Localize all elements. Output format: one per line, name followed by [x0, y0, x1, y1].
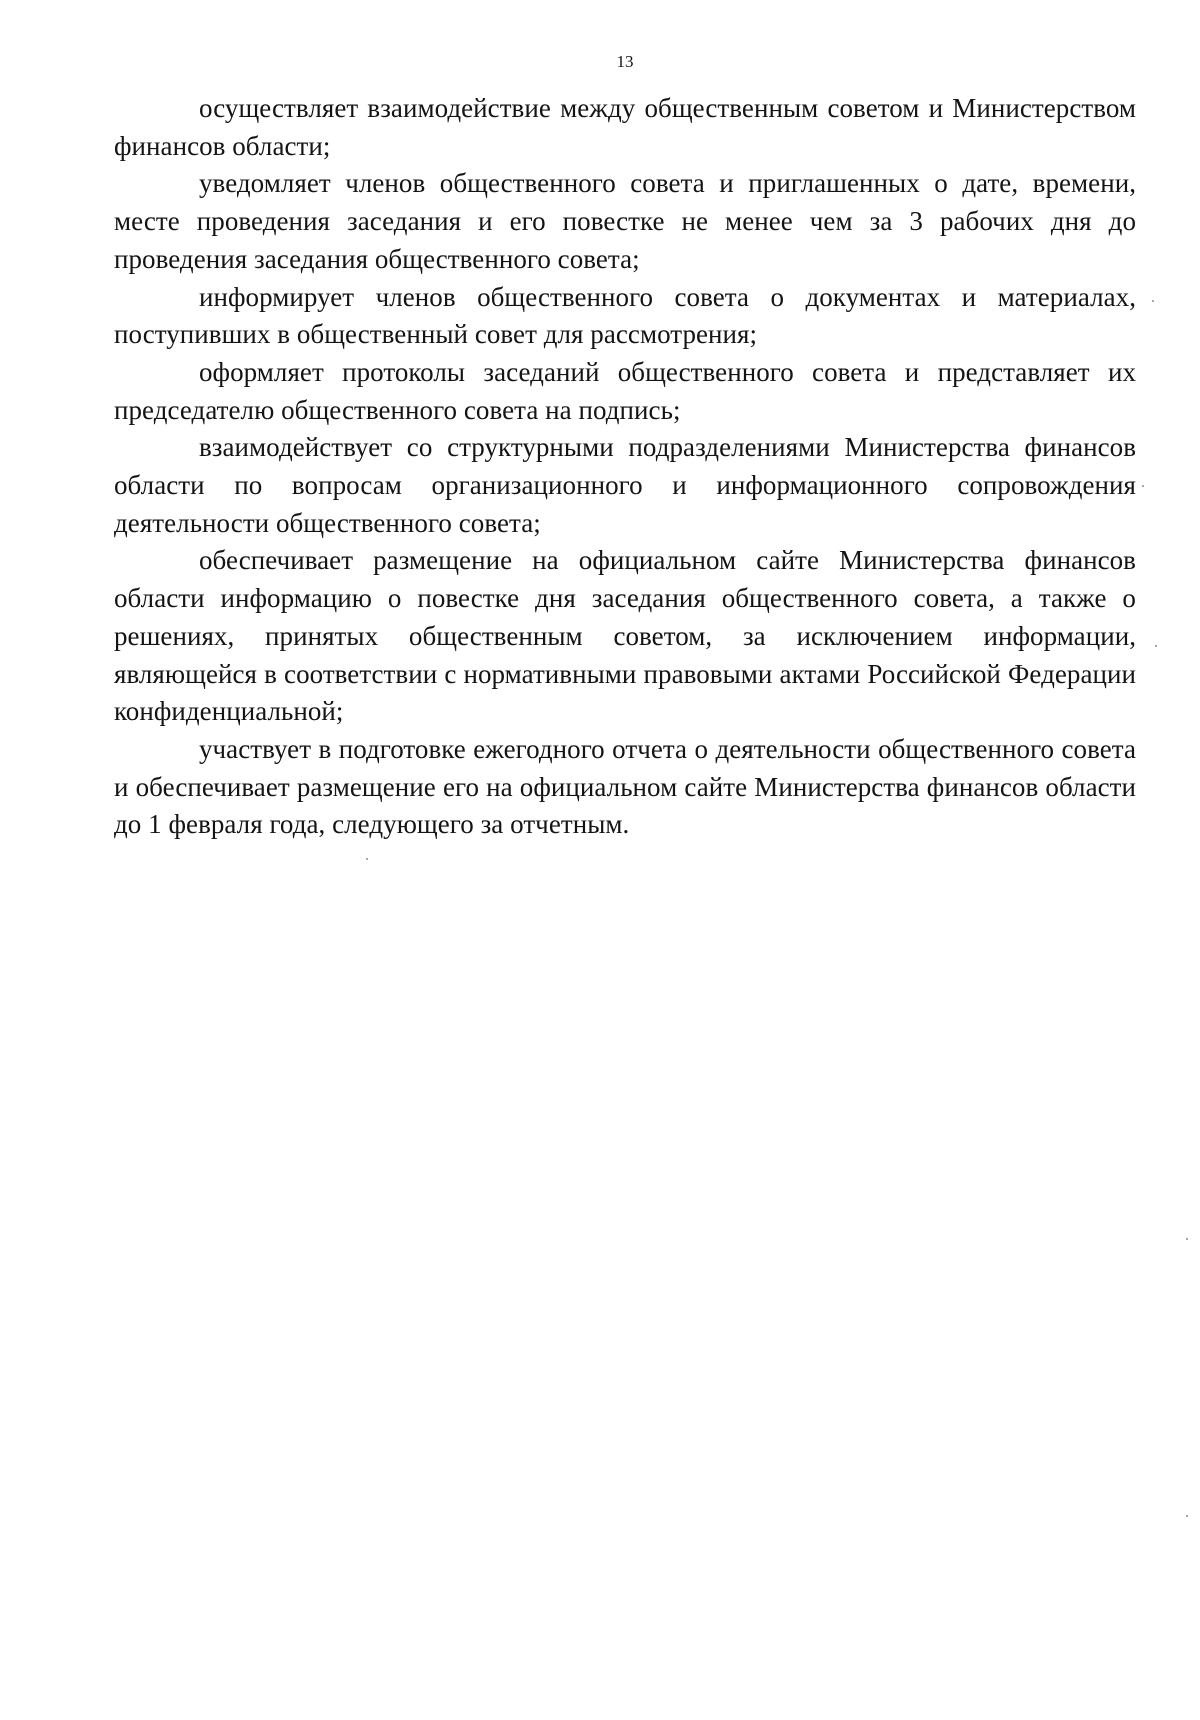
scan-speck: [1155, 645, 1157, 647]
scan-speck: [366, 858, 368, 860]
document-body: [114, 90, 1136, 844]
scan-speck: [1152, 300, 1154, 302]
paragraph-interaction: осуществляет взаимодействие между общественным советом и Министерством финансов области;: [114, 93, 1136, 161]
paragraph-notification: уведомляет членов общественного совета и приглашенных о дате, времени, месте проведения заседания и его повестке не менее чем за 3 рабочих дня до проведения заседания общественного совета;: [114, 168, 1136, 274]
paragraph-publication: обеспечивает размещение на официальном сайте Министерства финансов области информацию о повестке дня заседания общественного совета, а также о решениях, принятых общественным советом, за исключением информации, являющейся в соответствии с нормативными правовыми актами Российской Федерации конфиденциальной;: [114, 545, 1136, 727]
paragraph-annual-report: участвует в подготовке ежегодного отчета о деятельности общественного совета и обеспечивает размещение его на официальном сайте Министерства финансов области до 1 февраля года, следующего за отчетным.: [114, 733, 1136, 840]
page-number: 13: [616, 52, 634, 71]
paragraph-informing: информирует членов общественного совета о документах и материалах, поступивших в общественный совет для рассмотрения;: [114, 281, 1136, 350]
scan-speck: [1142, 485, 1144, 487]
paragraph-protocols: оформляет протоколы заседаний общественного совета и представляет их председателю общественного совета на подпись;: [114, 356, 1136, 425]
scan-speck: [1186, 1515, 1188, 1517]
scan-speck: [1186, 1238, 1188, 1240]
paragraph-cooperation: взаимодействует со структурными подразделениями Министерства финансов области по вопросам организационного и информационного сопровождения деятельности общественного совета;: [114, 432, 1136, 538]
